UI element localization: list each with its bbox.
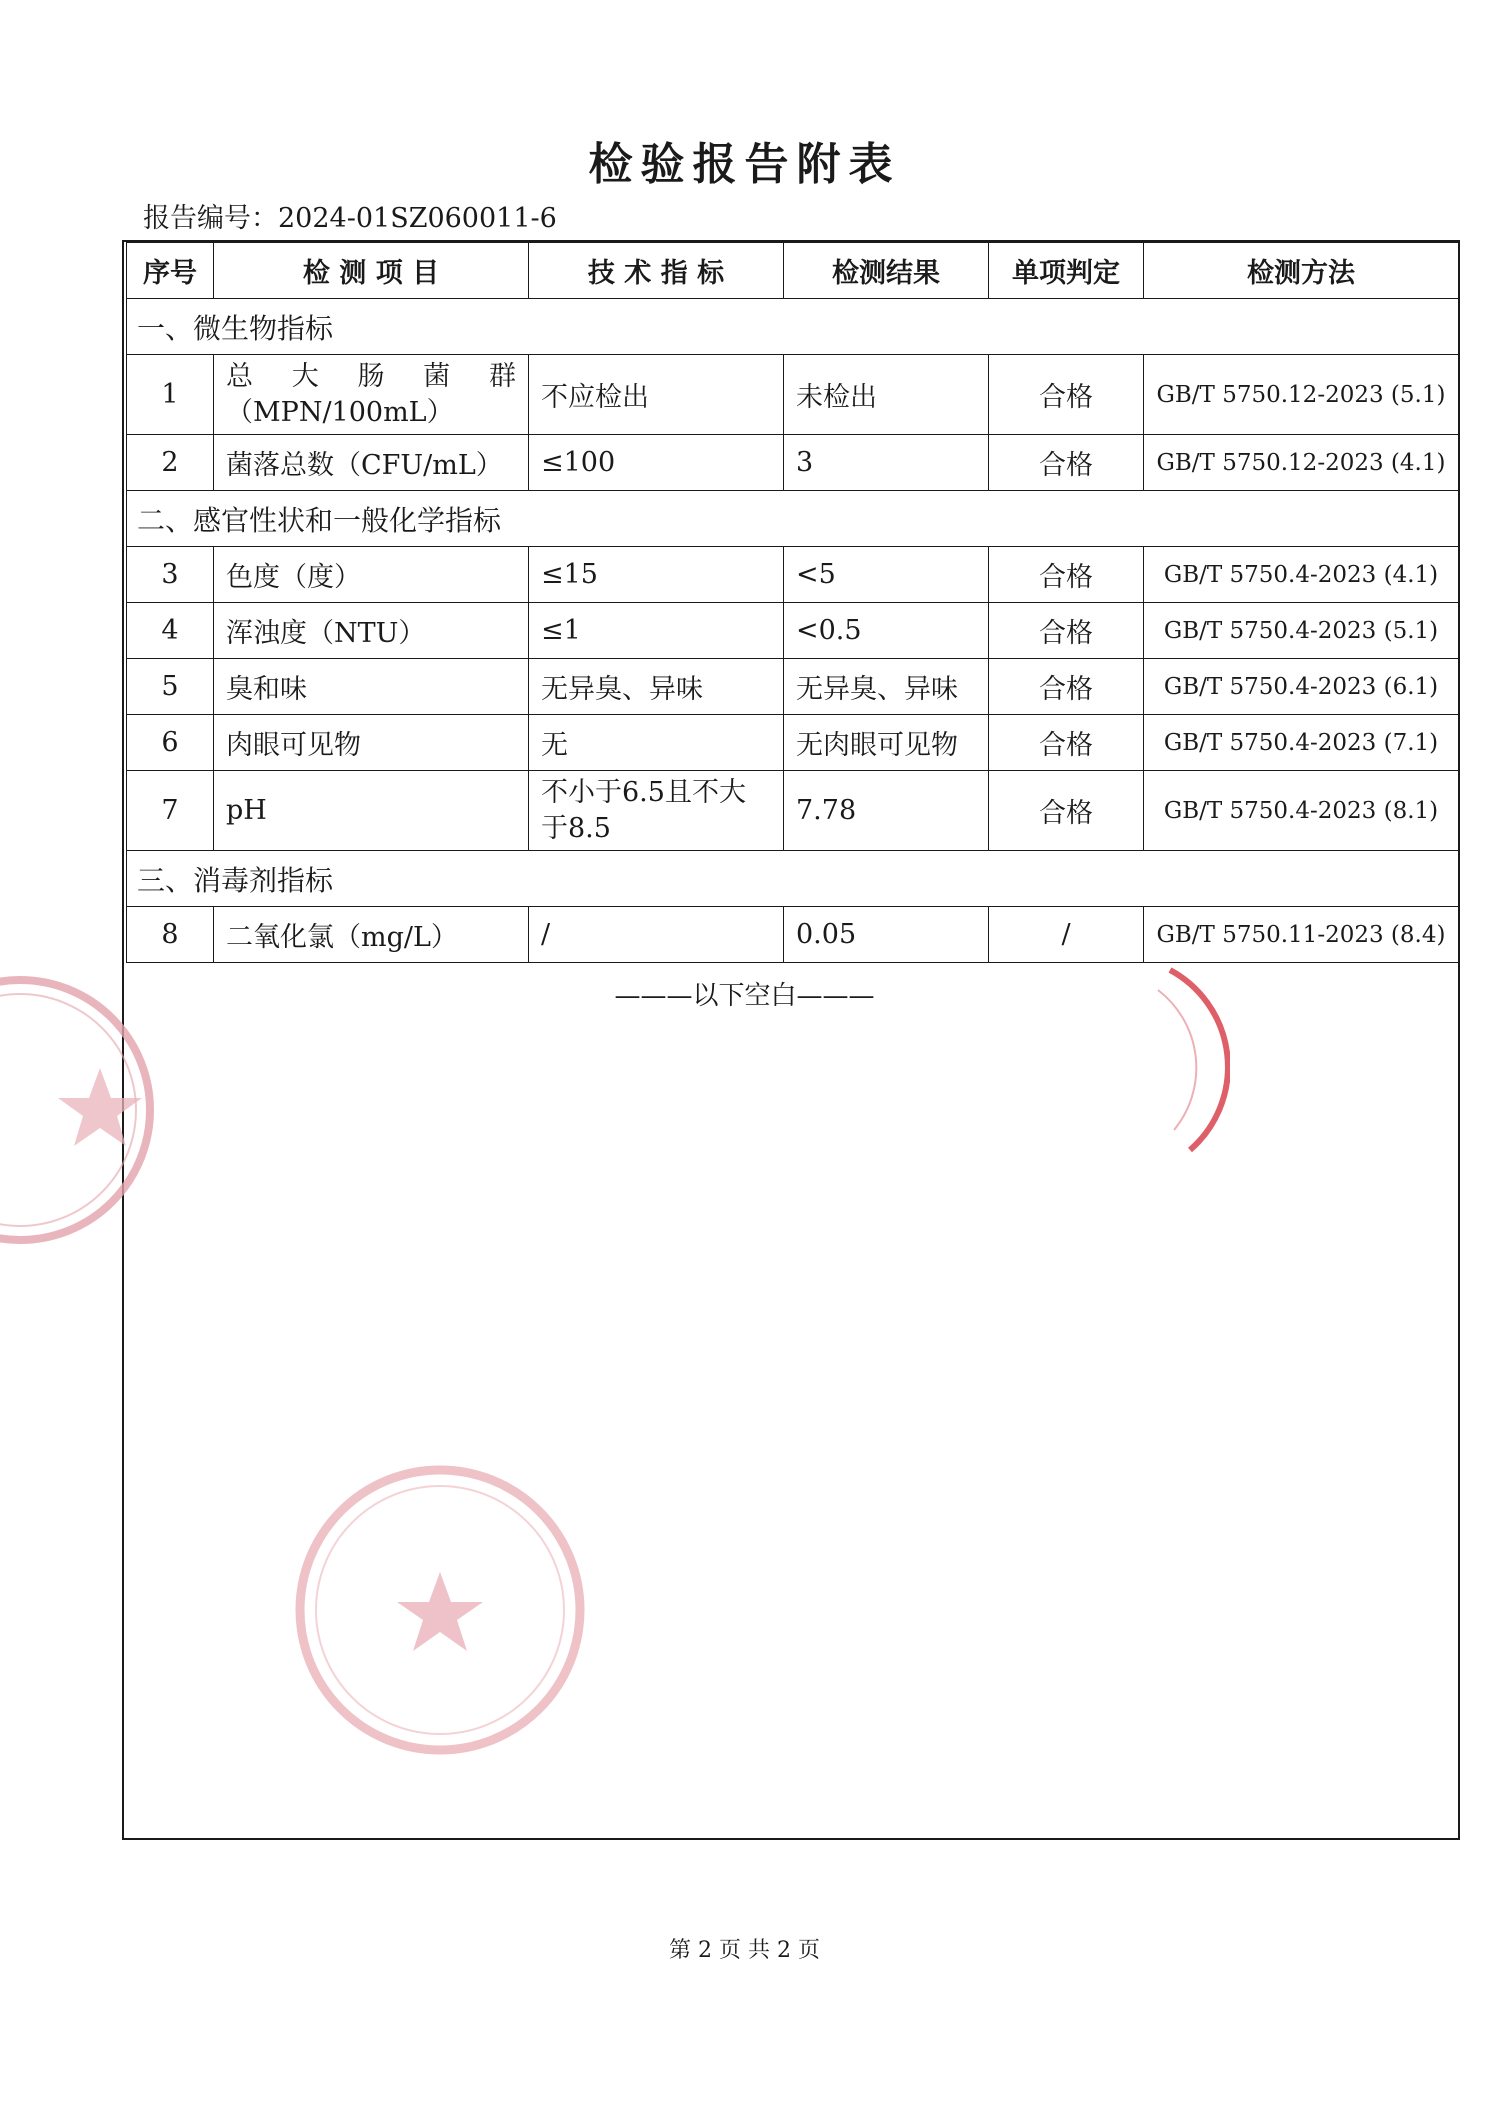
cell-item: 浑浊度（NTU）	[214, 603, 529, 659]
cell-method: GB/T 5750.4-2023 (8.1)	[1144, 771, 1459, 851]
cell-no: 3	[127, 547, 214, 603]
cell-spec: ≤15	[529, 547, 784, 603]
cell-spec: 不应检出	[529, 355, 784, 435]
cell-item: 二氧化氯（mg/L）	[214, 907, 529, 963]
cell-item: 菌落总数（CFU/mL）	[214, 435, 529, 491]
section-row	[127, 851, 1459, 907]
cell-result: <0.5	[784, 603, 989, 659]
cell-method: GB/T 5750.11-2023 (8.4)	[1144, 907, 1459, 963]
cell-method: GB/T 5750.4-2023 (5.1)	[1144, 603, 1459, 659]
end-of-content-note: ———以下空白———	[614, 981, 875, 1011]
cell-spec: 不小于6.5且不大于8.5	[529, 771, 784, 851]
report-number: 报告编号：2024-01SZ060011-6	[143, 203, 557, 234]
cell-no: 8	[127, 907, 214, 963]
header-no: 序号	[127, 243, 214, 299]
cell-result: 无肉眼可见物	[784, 715, 989, 771]
cell-item: 肉眼可见物	[214, 715, 529, 771]
cell-spec: ≤1	[529, 603, 784, 659]
table-row	[127, 907, 1459, 963]
section-row	[127, 299, 1459, 355]
cell-item: 色度（度）	[214, 547, 529, 603]
page-footer: 第 2 页 共 2 页	[669, 1938, 820, 1963]
table-row	[127, 435, 1459, 491]
cell-method: GB/T 5750.12-2023 (5.1)	[1144, 355, 1459, 435]
cell-no: 7	[127, 771, 214, 851]
cell-result: 无异臭、异味	[784, 659, 989, 715]
cell-verdict: 合格	[989, 659, 1144, 715]
cell-no: 6	[127, 715, 214, 771]
table-row	[127, 771, 1459, 851]
cell-no: 1	[127, 355, 214, 435]
table-header-row	[127, 243, 1459, 299]
cell-item: 总 大 肠 菌 群 （MPN/100mL）	[214, 355, 529, 435]
cell-result: 未检出	[784, 355, 989, 435]
cell-verdict: 合格	[989, 603, 1144, 659]
table-row	[127, 715, 1459, 771]
cell-spec: ≤100	[529, 435, 784, 491]
cell-result: 0.05	[784, 907, 989, 963]
cell-item: 臭和味	[214, 659, 529, 715]
cell-spec: /	[529, 907, 784, 963]
section-title: 二、感官性状和一般化学指标	[127, 491, 1459, 547]
table-row	[127, 355, 1459, 435]
header-result: 检测结果	[784, 243, 989, 299]
section-title: 一、微生物指标	[127, 299, 1459, 355]
cell-method: GB/T 5750.4-2023 (4.1)	[1144, 547, 1459, 603]
cell-method: GB/T 5750.4-2023 (6.1)	[1144, 659, 1459, 715]
table-row	[127, 603, 1459, 659]
header-verdict: 单项判定	[989, 243, 1144, 299]
header-method: 检测方法	[1144, 243, 1459, 299]
table-row	[127, 547, 1459, 603]
section-row	[127, 491, 1459, 547]
cell-verdict: 合格	[989, 715, 1144, 771]
cell-method: GB/T 5750.12-2023 (4.1)	[1144, 435, 1459, 491]
table-row	[127, 659, 1459, 715]
header-spec: 技 术 指 标	[529, 243, 784, 299]
cell-no: 5	[127, 659, 214, 715]
cell-verdict: 合格	[989, 771, 1144, 851]
cell-verdict: /	[989, 907, 1144, 963]
section-title: 三、消毒剂指标	[127, 851, 1459, 907]
cell-result: 3	[784, 435, 989, 491]
header-item: 检 测 项 目	[214, 243, 529, 299]
cell-method: GB/T 5750.4-2023 (7.1)	[1144, 715, 1459, 771]
cell-item: pH	[214, 771, 529, 851]
cell-verdict: 合格	[989, 355, 1144, 435]
results-table	[126, 242, 1459, 963]
cell-spec: 无	[529, 715, 784, 771]
cell-no: 2	[127, 435, 214, 491]
report-title: 检验报告附表	[588, 139, 901, 190]
cell-verdict: 合格	[989, 435, 1144, 491]
cell-result: 7.78	[784, 771, 989, 851]
cell-no: 4	[127, 603, 214, 659]
cell-spec: 无异臭、异味	[529, 659, 784, 715]
cell-verdict: 合格	[989, 547, 1144, 603]
cell-result: <5	[784, 547, 989, 603]
